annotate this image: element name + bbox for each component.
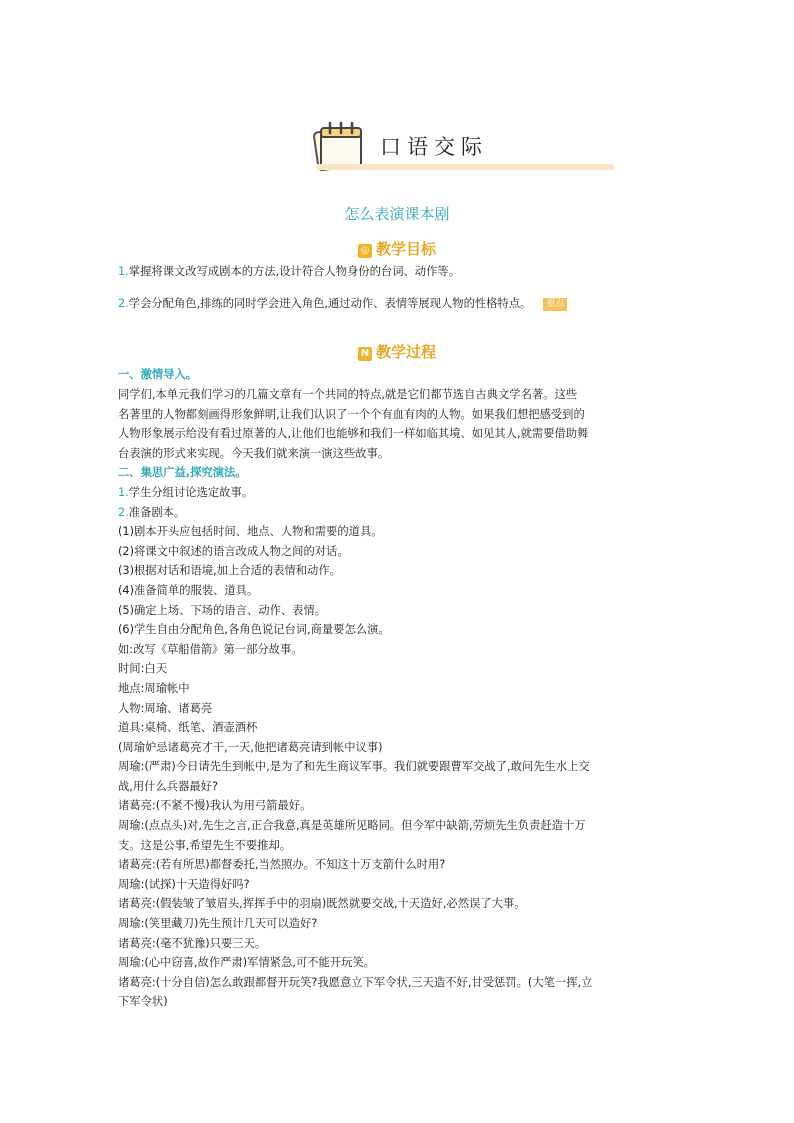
lesson-title: 怎么表演课本剧 [344,205,450,223]
text-line: 如:改写《草船借箭》第一部分故事。 [118,642,303,656]
goals-heading [0,238,794,259]
text-line: 人物:周瑜、诸葛亮 [118,701,213,715]
text-line: (周瑜妒忌诸葛亮才干,一天,他把诸葛亮请到帐中议事) [118,740,383,754]
step-1 [118,483,678,503]
text-line: 下军令状) [118,995,168,1009]
goal-item-1 [118,262,460,282]
text-line: 诸葛亮:(假装皱了皱眉头,挥挥手中的羽扇)既然就要交战,十天造好,必然误了大事。 [118,897,526,911]
text-line: 支。这是公事,希望先生不要推却。 [118,838,292,852]
process-icon: N [358,347,372,361]
part2-title: 二、集思广益,探究演法。 [118,466,247,480]
text-line: 诸葛亮:(不紧不慢)我认为用弓箭最好。 [118,799,312,813]
text-line: 道具:桌椅、纸笔、酒壶酒杯 [118,721,258,735]
text-line: 时间:白天 [118,662,167,676]
step-number: 1. [118,485,129,499]
part1-title: 一、激情导入。 [118,368,198,381]
text-line: (6)学生自由分配角色,各角色说记台词,商量要怎么演。 [118,623,390,637]
text-line: 周瑜:(点点头)对,先生之言,正合我意,真是英雄所见略同。但今军中缺箭,劳烦先生负责赶造十万 [118,819,586,833]
goal-number: 1. [118,265,129,278]
goal-item-2 [118,294,567,314]
goal-text: 学会分配角色,排练的同时学会进入角色,通过动作、表情等展现人物的性格特点。 [128,297,532,310]
process-heading [0,341,794,362]
key-point-badge: 重点 [543,298,567,311]
text-line: 地点:周瑜帐中 [118,681,190,695]
process-heading-label: 教学过程 [375,343,436,361]
goal-number: 2. [118,297,129,310]
lesson-body [118,385,678,1012]
goal-text: 掌握将课文改写成剧本的方法,设计符合人物身份的台词、动作等。 [128,265,460,278]
intro-line: 名著里的人物都刻画得形象鲜明,让我们认识了一个个有血有肉的人物。如果我们想把感受到的 [118,407,585,421]
step-2 [118,503,678,523]
text-line: 诸葛亮:(十分自信)怎么敢跟都督开玩笑?我愿意立下军令状,三天造不好,甘受惩罚。(大笔一挥,立 [118,975,593,989]
intro-line: 台表演的形式来实现。今天我们就来演一演这些故事。 [118,446,390,460]
intro-line: 人物形象展示给没有看过原著的人,让他们也能够和我们一样如临其境、如见其人,就需要借助舞 [118,427,589,441]
text-line: (5)确定上场、下场的语言、动作、表情。 [118,603,327,617]
step-text: 学生分组讨论选定故事。 [128,485,254,499]
text-line: 周瑜:(心中窃喜,故作严肃)军情紧急,可不能开玩笑。 [118,956,376,970]
text-line: 诸葛亮:(毫不犹豫)只要三天。 [118,936,267,950]
text-line: 周瑜:(试探)十天造得好吗? [118,877,250,891]
text-line: 周瑜:(严肃)今日请先生到帐中,是为了和先生商议军事。我们就要跟曹军交战了,敢问先生水上交 [118,760,590,774]
step-text: 准备剧本。 [128,505,186,519]
unit-title: 口语交际 [380,135,488,159]
text-line: (4)准备简单的服装、道具。 [118,583,259,597]
text-line: (1)剧本开头应包括时间、地点、人物和需要的道具。 [118,525,383,539]
text-line: 战,用什么兵器最好? [118,779,218,793]
intro-line: 同学们,本单元我们学习的几篇文章有一个共同的特点,就是它们都节选自古典文学名著。这些 [118,388,578,401]
text-line: (3)根据对话和语境,加上合适的表情和动作。 [118,564,341,578]
header-divider [316,164,614,170]
text-line: 诸葛亮:(若有所思)都督委托,当然照办。不知这十万支箭什么时用? [118,858,446,872]
target-icon: ◎ [358,244,372,258]
goals-heading-label: 教学目标 [375,240,436,258]
step-number: 2. [118,505,129,519]
text-line: (2)将课文中叙述的语言改成人物之间的对话。 [118,544,349,558]
text-line: 周瑜:(笑里藏刀)先生预计几天可以造好? [118,917,318,931]
